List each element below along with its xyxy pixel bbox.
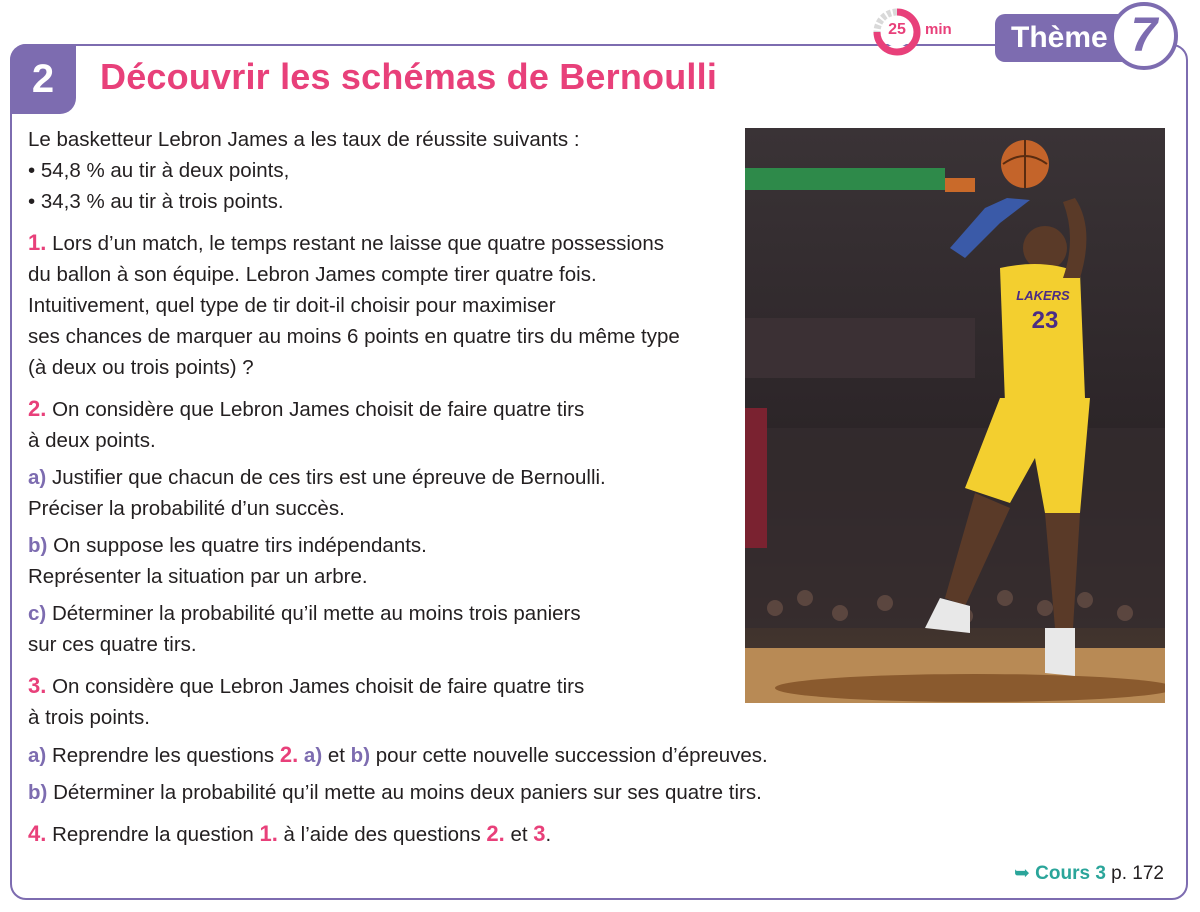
subquestion-text: Déterminer la probabilité qu’il mette au moins trois paniers [51, 602, 581, 625]
subquestion-label: a) [28, 744, 47, 767]
theme-number-badge: 7 [1110, 2, 1178, 70]
page-title: Découvrir les schémas de Bernoulli [100, 56, 718, 97]
timer-badge [873, 8, 921, 56]
question-2b [28, 530, 738, 592]
question-text: . [545, 823, 552, 846]
basketball-player-photo [745, 128, 1165, 703]
question-text: On considère que Lebron James choisit de faire quatre tirs [52, 398, 585, 421]
question-text: (à deux ou trois points) ? [28, 356, 254, 379]
question-3a [28, 739, 878, 771]
question-text: Intuitivement, quel type de tir doit-il choisir pour maximiser [28, 294, 556, 317]
subquestion-label: b) [28, 534, 48, 557]
question-1 [28, 227, 738, 383]
question-3 [28, 670, 738, 733]
timer-minutes: 25 [888, 21, 906, 38]
subquestion-text: Reprendre les questions [51, 744, 275, 767]
question-text: à trois points. [28, 706, 150, 729]
question-text: On considère que Lebron James choisit de faire quatre tirs [52, 675, 585, 698]
subquestion-text: Préciser la probabilité d’un succès. [28, 497, 345, 520]
subquestion-text: Justifier que chacun de ces tirs est une épreuve de Bernoulli. [51, 466, 606, 489]
question-2a [28, 462, 738, 524]
question-number: 3. [28, 673, 47, 698]
activity-number-badge: 2 [10, 44, 76, 114]
jersey-number: 23 [1031, 307, 1059, 334]
subquestion-label: b) [28, 781, 48, 804]
question-text: et [510, 823, 528, 846]
question-text: ses chances de marquer au moins 6 points en quatre tirs du même type [28, 325, 680, 348]
course-page: p. 172 [1111, 863, 1164, 884]
question-3b [28, 777, 878, 808]
activity-content [28, 124, 768, 856]
question-reference: 1. [259, 821, 278, 846]
subquestion-text: pour cette nouvelle succession d’épreuves. [375, 744, 768, 767]
question-text: du ballon à son équipe. Lebron James compte tirer quatre fois. [28, 263, 597, 286]
subquestion-label: c) [28, 602, 47, 625]
question-2c [28, 598, 738, 660]
course-reference [1014, 862, 1164, 885]
question-text: à deux points. [28, 429, 156, 452]
question-number: 2. [28, 396, 47, 421]
question-number: 1. [28, 230, 47, 255]
question-reference: a) [303, 744, 323, 767]
question-text: Reprendre la question [52, 823, 254, 846]
intro [28, 124, 738, 217]
question-reference: b) [350, 744, 371, 767]
subquestion-text: et [327, 744, 345, 767]
jersey-brand: LAKERS [1016, 288, 1070, 303]
course-link[interactable]: Cours 3 [1035, 863, 1106, 884]
question-reference: 3 [533, 821, 546, 846]
question-text: à l’aide des questions [283, 823, 481, 846]
subquestion-label: a) [28, 466, 47, 489]
photo-illustration [745, 128, 1165, 703]
timer-unit: min [925, 21, 952, 38]
intro-line: Le basketteur Lebron James a les taux de réussite suivants : [28, 128, 580, 151]
subquestion-text: Déterminer la probabilité qu’il mette au moins deux paniers sur ses quatre tirs. [53, 781, 762, 804]
arrow-icon: ➥ [1013, 863, 1030, 884]
subquestion-text: sur ces quatre tirs. [28, 633, 197, 656]
question-number: 4. [28, 821, 47, 846]
question-text: Lors d’un match, le temps restant ne laisse que quatre possessions [52, 232, 664, 255]
question-reference: 2. [486, 821, 505, 846]
intro-bullet: • 34,3 % au tir à trois points. [28, 190, 284, 213]
question-reference: 2. [279, 742, 299, 767]
subquestion-text: On suppose les quatre tirs indépendants. [53, 534, 427, 557]
question-2 [28, 393, 738, 456]
subquestion-text: Représenter la situation par un arbre. [28, 565, 368, 588]
intro-bullet: • 54,8 % au tir à deux points, [28, 159, 290, 182]
theme-label: Thème [1011, 21, 1108, 54]
question-4 [28, 818, 878, 850]
